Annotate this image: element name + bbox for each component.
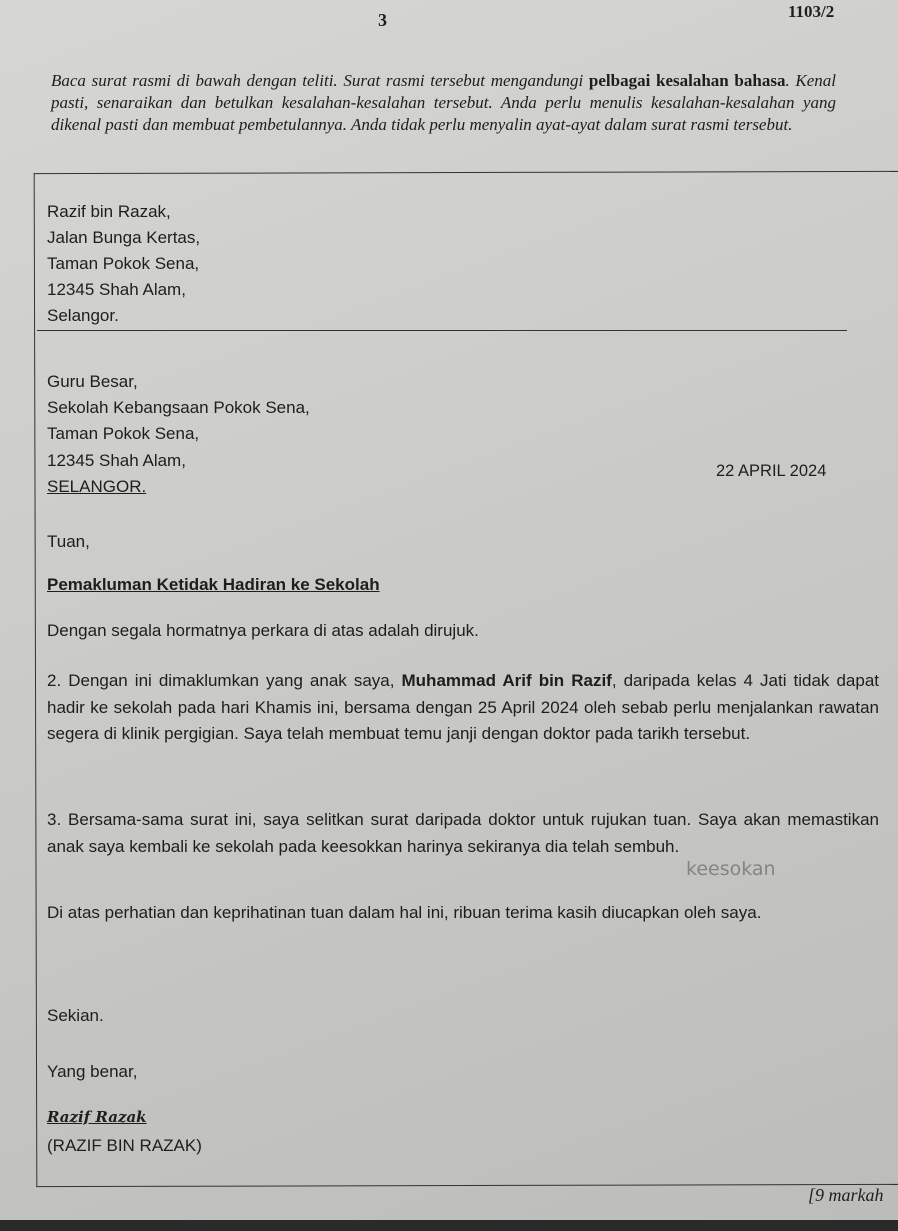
handwritten-note: keesokan <box>686 858 776 880</box>
signer-name: (RAZIF BIN RAZAK) <box>47 1136 202 1155</box>
recipient-line: Sekolah Kebangsaan Pokok Sena, <box>47 398 310 417</box>
paragraph-2 <box>47 668 879 748</box>
recipient-line: Guru Besar, <box>47 372 138 391</box>
instructions-text: Baca surat rasmi di bawah dengan teliti. Surat rasmi tersebut mengandungi <box>51 71 589 90</box>
letter-subject: Pemakluman Ketidak Hadiran ke Sekolah <box>47 575 380 594</box>
letter-date: 22 APRIL 2024 <box>716 462 827 480</box>
sender-line: Jalan Bunga Kertas, <box>47 228 201 247</box>
paragraph-2-text: 2. Dengan ini dimaklumkan yang anak saya, <box>47 671 402 690</box>
signature: Razif Razak <box>47 1108 147 1126</box>
sender-line: Taman Pokok Sena, <box>47 254 200 273</box>
paragraph-1: Dengan segala hormatnya perkara di atas adalah dirujuk. <box>47 621 479 640</box>
paper-code: 1103/2 <box>788 2 835 21</box>
bottom-edge <box>0 1220 898 1231</box>
sekian: Sekian. <box>47 1006 104 1025</box>
recipient-line: Taman Pokok Sena, <box>47 424 200 443</box>
sender-line: Selangor. <box>47 306 119 325</box>
paragraph-3: 3. Bersama-sama surat ini, saya selitkan surat daripada doktor untuk rujukan tuan. Saya akan memastikan anak saya kembali ke sekolah pada keesokkan harinya sekiranya dia telah sembuh. <box>47 810 879 856</box>
sender-line: 12345 Shah Alam, <box>47 280 186 299</box>
sign-off: Yang benar, <box>47 1062 138 1081</box>
child-name: Muhammad Arif bin Razif <box>401 671 612 690</box>
marks-label: [9 markah <box>808 1185 884 1205</box>
paragraph-2-text-2: , daripada kelas 4 Jati tidak dapat hadir ke sekolah pada hari Khamis ini, bersama dengan 25 April 2024 oleh sebab perlu menjalankan rawatan segera di klinik pergigian. Saya telah membuat temu janji dengan doktor pada tarikh tersebut. <box>47 671 879 743</box>
recipient-line: SELANGOR. <box>47 477 147 496</box>
instructions-bold: pelbagai kesalahan bahasa <box>588 71 786 90</box>
address-divider <box>37 330 847 331</box>
instructions <box>51 70 836 136</box>
closing-paragraph: Di atas perhatian dan keprihatinan tuan dalam hal ini, ribuan terima kasih diucapkan oleh saya. <box>47 903 762 922</box>
sender-line: Razif bin Razak, <box>47 202 171 221</box>
page-number: 3 <box>378 10 387 30</box>
recipient-line: 12345 Shah Alam, <box>47 451 186 470</box>
salutation: Tuan, <box>47 532 90 551</box>
instructions-text-2: . Kenal pasti, senaraikan dan betulkan kesalahan-kesalahan tersebut. Anda perlu menulis kesalahan-kesalahan yang dikenal pasti dan membuat pembetulannya. Anda tidak perlu menyalin ayat-ayat dalam surat rasmi tersebut. <box>51 71 836 134</box>
